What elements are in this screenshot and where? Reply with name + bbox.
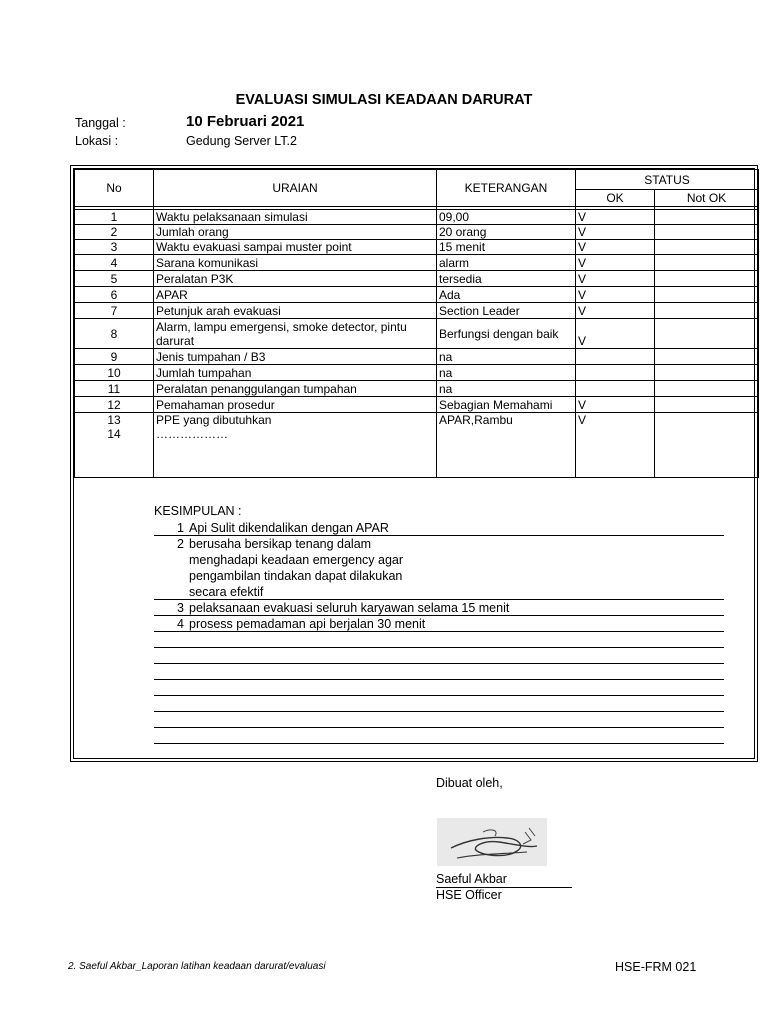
row-ok: V xyxy=(576,397,655,413)
signature-image xyxy=(437,818,547,866)
header-ok: OK xyxy=(576,190,655,207)
conclusion-item-text xyxy=(189,600,509,616)
conclusion-item-number: 2 xyxy=(177,537,184,551)
row-uraian: Pemahaman prosedur xyxy=(154,397,437,413)
row-keterangan: alarm xyxy=(437,255,576,271)
table-row xyxy=(75,225,759,240)
conclusion-item xyxy=(154,520,389,536)
footer-document-ref: 2. Saeful Akbar_Laporan latihan keadaan darurat/evaluasi xyxy=(68,961,326,972)
row-keterangan xyxy=(437,413,576,478)
row-ok xyxy=(576,365,655,381)
row-not-ok xyxy=(655,287,759,303)
row-ok-line: V xyxy=(578,413,587,427)
row-keterangan: na xyxy=(437,381,576,397)
table-row xyxy=(75,240,759,255)
row-not-ok xyxy=(655,210,759,225)
row-uraian: Petunjuk arah evakuasi xyxy=(154,303,437,319)
table-row xyxy=(75,210,759,225)
row-not-ok xyxy=(655,319,759,349)
row-not-ok xyxy=(655,303,759,319)
header-keterangan: KETERANGAN xyxy=(437,170,576,207)
row-uraian xyxy=(154,413,437,478)
conclusion-item-number: 3 xyxy=(177,601,184,615)
row-uraian: APAR xyxy=(154,287,437,303)
table-row xyxy=(75,287,759,303)
row-no: 10 xyxy=(75,365,154,381)
row-uraian-line: ……………… xyxy=(156,427,228,441)
row-no xyxy=(75,413,154,478)
row-uraian: Jumlah tumpahan xyxy=(154,365,437,381)
form-inner-frame xyxy=(73,168,755,759)
row-keterangan: na xyxy=(437,349,576,365)
row-no-line: 14 xyxy=(107,427,121,441)
row-keterangan: Ada xyxy=(437,287,576,303)
document-title: EVALUASI SIMULASI KEADAAN DARURAT xyxy=(235,92,533,108)
date-label: Tanggal : xyxy=(75,116,126,130)
row-ok xyxy=(576,349,655,365)
conclusion-item-text xyxy=(189,520,389,536)
row-keterangan: Section Leader xyxy=(437,303,576,319)
row-no: 12 xyxy=(75,397,154,413)
conclusion-item-line: prosess pemadaman api berjalan 30 menit xyxy=(189,617,426,631)
conclusion-item xyxy=(154,600,509,616)
row-not-ok xyxy=(655,240,759,255)
row-ok: V xyxy=(576,319,655,349)
row-uraian: Peralatan penanggulangan tumpahan xyxy=(154,381,437,397)
table-row xyxy=(75,381,759,397)
conclusion-blank-rule xyxy=(154,679,724,680)
row-ok: V xyxy=(576,225,655,240)
row-ok: V xyxy=(576,271,655,287)
row-not-ok xyxy=(655,365,759,381)
table-row xyxy=(75,397,759,413)
conclusion-item-line: pelaksanaan evakuasi seluruh karyawan selama 15 menit xyxy=(189,601,510,615)
conclusion-item xyxy=(154,616,425,632)
row-no: 5 xyxy=(75,271,154,287)
location-label: Lokasi : xyxy=(75,134,119,148)
date-value: 10 Februari 2021 xyxy=(186,113,305,130)
row-no: 6 xyxy=(75,287,154,303)
row-uraian-line: PPE yang dibutuhkan xyxy=(156,413,272,427)
table-row xyxy=(75,255,759,271)
header-status: STATUS xyxy=(576,170,759,190)
row-no: 9 xyxy=(75,349,154,365)
footer-form-code: HSE-FRM 021 xyxy=(615,960,697,974)
row-ok: V xyxy=(576,240,655,255)
row-ok xyxy=(576,381,655,397)
conclusion-item-line: menghadapi keadaan emergency agar xyxy=(189,553,404,567)
table-row xyxy=(75,319,759,349)
row-uraian: Waktu evakuasi sampai muster point xyxy=(154,240,437,255)
row-not-ok xyxy=(655,271,759,287)
table-row xyxy=(75,271,759,287)
row-keterangan: 09,00 xyxy=(437,210,576,225)
table-row xyxy=(75,349,759,365)
row-uraian: Alarm, lampu emergensi, smoke detector, pintu darurat xyxy=(154,319,437,349)
row-keterangan: 20 orang xyxy=(437,225,576,240)
conclusion-item-line: Api Sulit dikendalikan dengan APAR xyxy=(189,521,389,535)
conclusion-blank-rule xyxy=(154,663,724,664)
conclusion-blank-rule xyxy=(154,711,724,712)
row-no: 8 xyxy=(75,319,154,349)
row-not-ok xyxy=(655,225,759,240)
row-not-ok xyxy=(655,381,759,397)
header-no: No xyxy=(75,170,154,207)
row-no: 3 xyxy=(75,240,154,255)
row-not-ok xyxy=(655,349,759,365)
row-uraian: Jenis tumpahan / B3 xyxy=(154,349,437,365)
row-uraian: Jumlah orang xyxy=(154,225,437,240)
row-no-line: 13 xyxy=(107,413,121,427)
conclusion-blank-rule xyxy=(154,695,724,696)
table-row xyxy=(75,303,759,319)
row-keterangan: Sebagian Memahami xyxy=(437,397,576,413)
row-no: 1 xyxy=(75,210,154,225)
row-no: 4 xyxy=(75,255,154,271)
table-row xyxy=(75,365,759,381)
conclusion-title: KESIMPULAN : xyxy=(154,504,242,518)
conclusion-blank-rule xyxy=(154,647,724,648)
row-not-ok xyxy=(655,413,759,478)
row-not-ok xyxy=(655,255,759,271)
row-ok: V xyxy=(576,255,655,271)
row-not-ok xyxy=(655,397,759,413)
table-row xyxy=(75,413,759,478)
conclusion-item-line: berusaha bersikap tenang dalam xyxy=(189,537,372,551)
row-uraian: Waktu pelaksanaan simulasi xyxy=(154,210,437,225)
row-ok: V xyxy=(576,287,655,303)
conclusion-rule xyxy=(154,631,724,632)
conclusion-blank-rule xyxy=(154,727,724,728)
form-frame xyxy=(70,165,758,762)
row-ok xyxy=(576,413,655,478)
row-no: 7 xyxy=(75,303,154,319)
conclusion-item-number: 1 xyxy=(177,521,184,535)
row-keterangan: tersedia xyxy=(437,271,576,287)
conclusion-item-number: 4 xyxy=(177,617,184,631)
signer-position: HSE Officer xyxy=(436,888,502,902)
row-no: 11 xyxy=(75,381,154,397)
made-by-label: Dibuat oleh, xyxy=(436,776,503,790)
header-not-ok: Not OK xyxy=(655,190,759,207)
conclusion-item-text xyxy=(189,536,403,600)
conclusion-item xyxy=(154,536,403,600)
row-keterangan: na xyxy=(437,365,576,381)
row-ok: V xyxy=(576,303,655,319)
row-no: 2 xyxy=(75,225,154,240)
evaluation-table xyxy=(74,169,759,478)
signer-name: Saeful Akbar xyxy=(436,872,572,888)
row-keterangan: Berfungsi dengan baik xyxy=(437,319,576,349)
row-ok: V xyxy=(576,210,655,225)
conclusion-item-text xyxy=(189,616,425,632)
conclusion-blank-rule xyxy=(154,743,724,744)
location-value: Gedung Server LT.2 xyxy=(186,134,297,148)
header-uraian: URAIAN xyxy=(154,170,437,207)
row-uraian: Peralatan P3K xyxy=(154,271,437,287)
conclusion-item-line: pengambilan tindakan dapat dilakukan xyxy=(189,569,403,583)
row-keterangan: 15 menit xyxy=(437,240,576,255)
row-keterangan-line: APAR,Rambu xyxy=(439,413,513,427)
row-uraian: Sarana komunikasi xyxy=(154,255,437,271)
conclusion-item-line: secara efektif xyxy=(189,585,264,599)
